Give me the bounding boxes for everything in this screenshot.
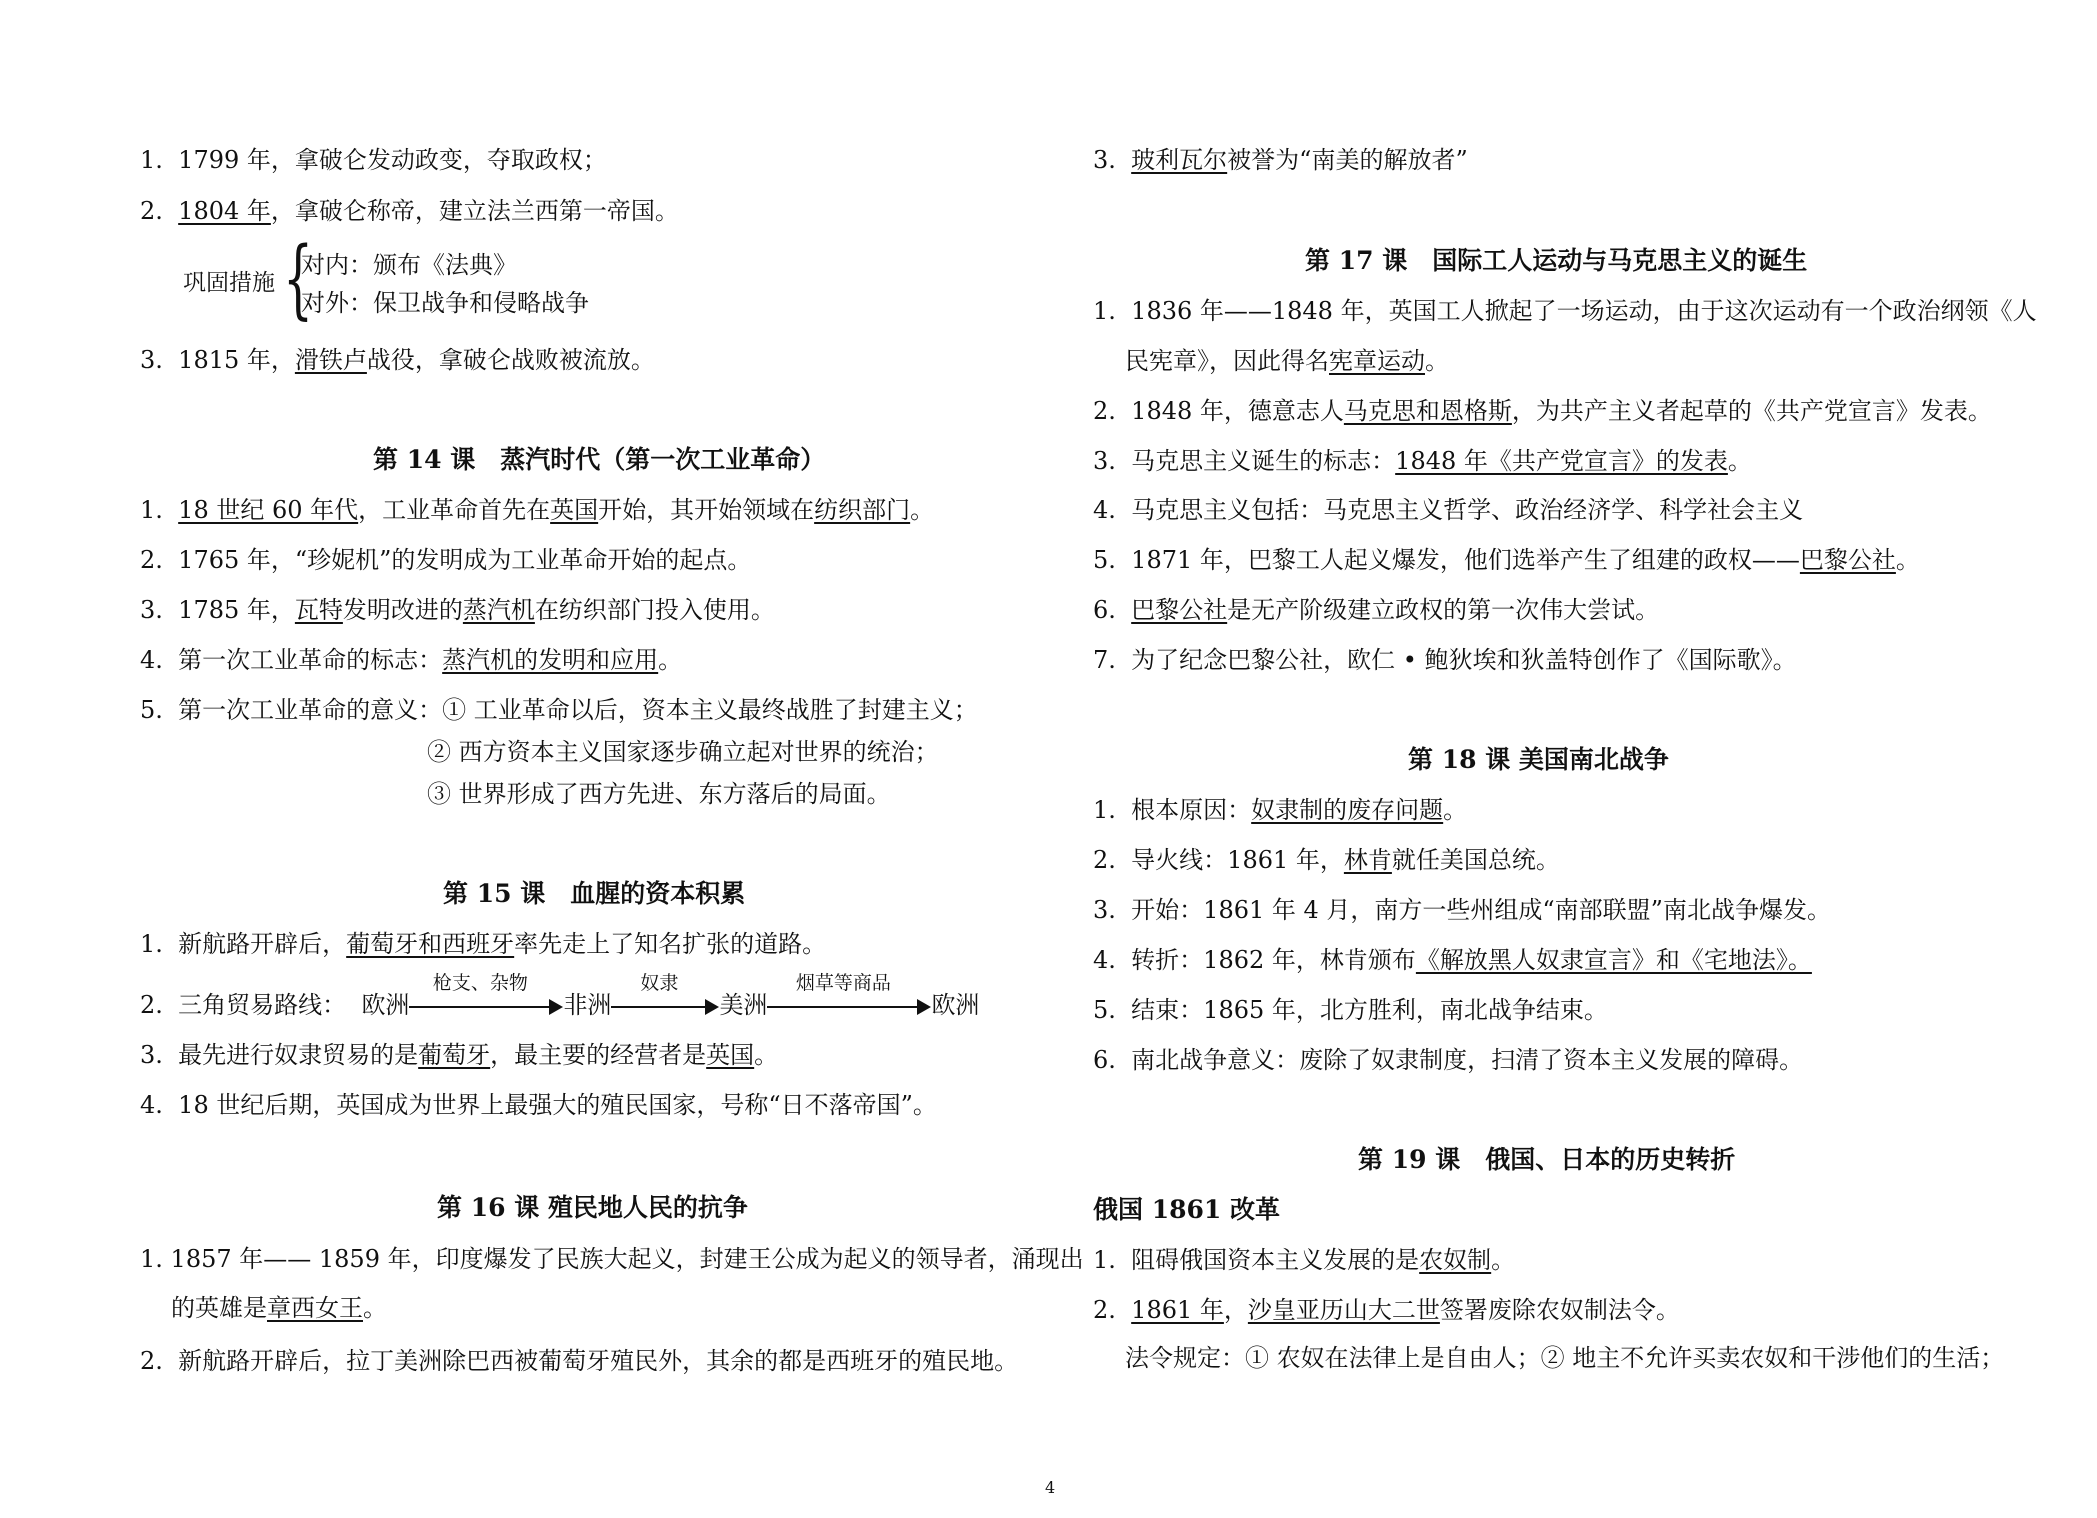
underlined-term: 1804 年 xyxy=(178,197,271,225)
list-item: 3. 开始：1861 年 4 月，南方一些州组成“南部联盟”南北战争爆发。 xyxy=(1093,896,1831,924)
trade-route: 2. 三角贸易路线： 欧洲 枪支、杂物 非洲 奴隶 美洲 烟草等商品 欧洲 xyxy=(140,990,979,1020)
list-item: 2. 导火线：1861 年，林肯就任美国总统。 xyxy=(1093,846,1560,874)
underlined-term: 18 世纪 60 年代 xyxy=(178,496,359,524)
underlined-term: 农奴制 xyxy=(1419,1246,1492,1274)
list-item: 1. 1799 年，拿破仑发动政变，夺取政权； xyxy=(140,146,607,174)
underlined-term: 葡萄牙和西班牙 xyxy=(346,930,515,958)
brace-icon: { xyxy=(283,229,314,329)
brace-label: 巩固措施 xyxy=(183,270,275,296)
underlined-term: 马克思和恩格斯 xyxy=(1343,397,1512,425)
route-place: 美洲 xyxy=(719,991,768,1019)
list-item: 5. 第一次工业革命的意义：① 工业革命以后，资本主义最终战胜了封建主义； xyxy=(140,696,978,724)
list-item: 1. 新航路开辟后，葡萄牙和西班牙率先走上了知名扩张的道路。 xyxy=(140,930,827,958)
list-item: 3. 1785 年，瓦特发明改进的蒸汽机在纺织部门投入使用。 xyxy=(140,596,775,624)
section-heading: 第 15 课 血腥的资本积累 xyxy=(443,879,746,908)
arrow-label: 烟草等商品 xyxy=(795,972,891,994)
underlined-term: 宪章运动 xyxy=(1329,347,1425,375)
underlined-term: 沙皇亚历山大二世 xyxy=(1247,1296,1440,1324)
list-item: 5. 结束：1865 年，北方胜利，南北战争结束。 xyxy=(1093,996,1608,1024)
list-item: 3. 1815 年，滑铁卢战役，拿破仑战败被流放。 xyxy=(140,346,655,374)
underlined-term: 玻利瓦尔 xyxy=(1131,146,1228,174)
arrow-label: 枪支、杂物 xyxy=(432,972,528,994)
list-item: 2. 1765 年，“珍妮机”的发明成为工业革命开始的起点。 xyxy=(140,546,752,574)
list-item: 3. 玻利瓦尔被誉为“南美的解放者” xyxy=(1093,146,1468,174)
arrow-icon xyxy=(611,972,719,1020)
section-heading: 第 17 课 国际工人运动与马克思主义的诞生 xyxy=(1305,246,1808,275)
underlined-term: 奴隶制的废存问题 xyxy=(1251,796,1444,824)
section-heading: 第 14 课 蒸汽时代（第一次工业革命） xyxy=(373,445,826,474)
list-item: 6. 巴黎公社是无产阶级建立政权的第一次伟大尝试。 xyxy=(1093,596,1660,624)
brace-item: 对外：保卫战争和侵略战争 xyxy=(301,289,589,317)
list-item: 1. 18 世纪 60 年代，工业革命首先在英国开始，其开始领域在纺织部门。 xyxy=(140,496,935,524)
underlined-term: 瓦特 xyxy=(294,596,343,624)
brace-item: 对内：颁布《法典》 xyxy=(301,251,517,279)
list-item: 4. 转折：1862 年，林肯颁布《解放黑人奴隶宣言》和《宅地法》。 xyxy=(1093,946,1812,974)
underlined-term: 《解放黑人奴隶宣言》和《宅地法》。 xyxy=(1415,946,1812,974)
underlined-term: 巴黎公社 xyxy=(1131,596,1228,624)
list-item: 4. 马克思主义包括：马克思主义哲学、政治经济学、科学社会主义 xyxy=(1093,496,1804,524)
list-item: 1. 阻碍俄国资本主义发展的是农奴制。 xyxy=(1093,1246,1516,1274)
list-item: 2. 1804 年，拿破仑称帝，建立法兰西第一帝国。 xyxy=(140,197,679,225)
list-item: 2. 1848 年，德意志人马克思和恩格斯，为共产主义者起草的《共产党宣言》发表。 xyxy=(1093,397,1992,425)
underlined-term: 纺织部门 xyxy=(814,496,911,524)
list-item: 4. 18 世纪后期，英国成为世界上最强大的殖民国家，号称“日不落帝国”。 xyxy=(140,1091,937,1119)
list-item-continuation: 的英雄是章西女王。 xyxy=(171,1294,387,1322)
sub-item: ③ 世界形成了西方先进、东方落后的局面。 xyxy=(427,780,891,808)
list-item: 7. 为了纪念巴黎公社，欧仁 • 鲍狄埃和狄盖特创作了《国际歌》。 xyxy=(1093,646,1797,674)
arrow-label: 奴隶 xyxy=(640,972,679,994)
list-item: 5. 1871 年，巴黎工人起义爆发，他们选举产生了组建的政权——巴黎公社。 xyxy=(1093,546,1920,574)
underlined-term: 林肯 xyxy=(1343,846,1392,874)
underlined-term: 巴黎公社 xyxy=(1799,546,1896,574)
underlined-term: 英国 xyxy=(550,496,599,524)
section-heading: 第 19 课 俄国、日本的历史转折 xyxy=(1358,1145,1736,1174)
list-item: 1. 根本原因：奴隶制的废存问题。 xyxy=(1093,796,1468,824)
subsection-heading: 俄国 1861 改革 xyxy=(1093,1195,1280,1224)
underlined-term: 英国 xyxy=(706,1041,755,1069)
page-number: 4 xyxy=(1045,1478,1056,1497)
list-item: 2. 新航路开辟后，拉丁美洲除巴西被葡萄牙殖民外，其余的都是西班牙的殖民地。 xyxy=(140,1347,1019,1375)
underlined-term: 1848 年《共产党宣言》的发表 xyxy=(1395,447,1728,475)
section-heading: 第 18 课 美国南北战争 xyxy=(1408,745,1669,774)
section-heading: 第 16 课 殖民地人民的抗争 xyxy=(437,1193,748,1222)
arrow-icon xyxy=(767,972,931,1020)
list-item-continuation: 法令规定：① 农奴在法律上是自由人；② 地主不允许买卖农奴和干涉他们的生活； xyxy=(1125,1344,2005,1372)
list-item: 1. 1857 年—— 1859 年，印度爆发了民族大起义，封建王公成为起义的领导者，涌现出 xyxy=(140,1245,1084,1273)
list-item: 2. 1861 年，沙皇亚历山大二世签署废除农奴制法令。 xyxy=(1093,1296,1680,1324)
route-place: 欧洲 xyxy=(361,991,410,1019)
route-place: 欧洲 xyxy=(931,991,980,1019)
route-place: 非洲 xyxy=(563,991,612,1019)
underlined-term: 葡萄牙 xyxy=(418,1041,491,1069)
list-item: 6. 南北战争意义：废除了奴隶制度，扫清了资本主义发展的障碍。 xyxy=(1093,1046,1804,1074)
list-item-continuation: 民宪章》，因此得名宪章运动。 xyxy=(1125,347,1449,375)
list-item: 1. 1836 年——1848 年，英国工人掀起了一场运动，由于这次运动有一个政治纲领《人 xyxy=(1093,297,2037,325)
list-item: 3. 最先进行奴隶贸易的是葡萄牙，最主要的经营者是英国。 xyxy=(140,1041,779,1069)
underlined-term: 滑铁卢 xyxy=(294,346,367,374)
underlined-term: 蒸汽机的发明和应用 xyxy=(442,646,659,674)
arrow-icon xyxy=(409,972,563,1020)
list-item: 4. 第一次工业革命的标志：蒸汽机的发明和应用。 xyxy=(140,646,683,674)
list-item: 3. 马克思主义诞生的标志：1848 年《共产党宣言》的发表。 xyxy=(1093,447,1752,475)
underlined-term: 蒸汽机 xyxy=(462,596,535,624)
underlined-term: 章西女王 xyxy=(267,1294,363,1322)
sub-item: ② 西方资本主义国家逐步确立起对世界的统治； xyxy=(427,738,939,766)
underlined-term: 1861 年 xyxy=(1131,1296,1224,1324)
